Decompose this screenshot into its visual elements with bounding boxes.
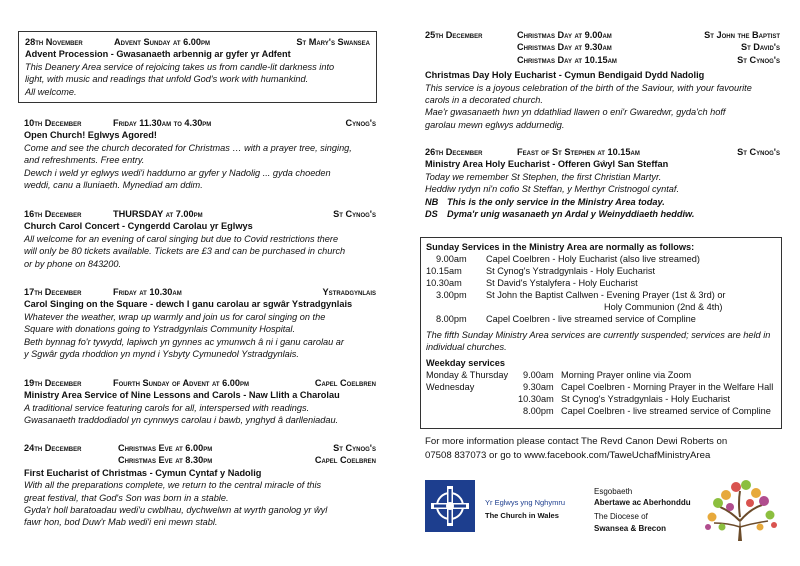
event-title: Advent Procession - Gwasanaeth arbennig ar gyfer yr Adfent [25,49,291,60]
contact-line: For more information please contact The Revd Canon Dewi Roberts on [425,436,728,447]
service-time: 8.00pm [436,314,467,324]
cw-english-name: The Church in Wales [485,511,559,520]
weekday-desc: Capel Coelbren - Morning Prayer in the Welfare Hall [561,382,774,392]
event-line: y Sgwâr gyda rhoddion yn mynd i Ysbyty Cymunedol Ystradgynlais. [24,349,299,360]
event-line: weddi, canu a lluniaeth. Mynediad am ddim. [24,180,203,191]
event-venue: Capel Coelbren [314,378,376,388]
event-date: 17th December [24,287,82,297]
event-time: THURSDAY at 7.00pm [113,209,203,219]
tree-icon [700,477,780,543]
event-venue: St Cynog's [737,54,780,65]
event-time: Feast of St Stephen at 10.15am [517,147,640,157]
service-desc: St Cynog's Ystradgynlais - Holy Eucharist [486,266,656,276]
event-carol-concert [24,208,376,270]
event-christmas-day [425,29,780,131]
event-date: 19th December [24,378,82,388]
service-time: 10.30am [426,278,462,288]
weekday-time: 8.00pm [523,406,554,416]
sunday-services-box [420,237,782,429]
event-line: Gyda'r holl baratoadau wedi'u cwblhau, dychwelwn at wyrth ganolog yr ŵyl [24,505,328,515]
weekday-day: Wednesday [426,382,475,392]
event-venue: St Cynog's [737,147,780,157]
event-line: Dewch i weld yr eglwys wedi'i haddurno ar gyfer y Nadolig ... gyda choeden [24,167,331,178]
event-venue: Capel Coelbren [314,455,376,466]
event-time: Advent Sunday at 6.00pm [114,37,210,47]
diocese-text [594,486,691,534]
event-line: fawr hon, bod Duw'r Mab wedi'i eni mewn stabl. [24,517,218,528]
event-first-eucharist [24,442,376,529]
ds-label: DS [425,209,438,219]
fifth-sunday-note: The fifth Sunday Ministry Area services are currently suspended; services are held in [426,330,771,340]
service-desc: St John the Baptist Callwen - Evening Prayer (1st & 3rd) or [486,290,726,300]
event-line: Whatever the weather, wrap up warmly and join us for carol singing on the [24,311,326,322]
diocese-english-label: The Diocese of [594,512,648,522]
event-venue: St Cynog's [333,443,376,453]
service-desc: Capel Coelbren - Holy Eucharist (also live streamed) [486,254,700,264]
event-line: Gwasanaeth traddodiadol yn cynnwys carolau i bawb, ynghyd â darlleniadau. [24,415,339,426]
event-title: Church Carol Concert - Cyngerdd Carolau yr Eglwys [24,221,253,232]
service-desc: Capel Coelbren - live streamed service of Compline [486,314,696,324]
weekday-desc: Morning Prayer online via Zoom [561,370,692,380]
event-time: Friday at 10.30am [113,287,182,297]
event-line: A traditional service featuring carols for all, interspersed with readings. [24,402,310,413]
event-line: Come and see the church decorated for Christmas … with a prayer tree, singing, [24,142,352,153]
diocese-welsh-label: Esgobaeth [594,487,633,496]
event-date: 28th November [25,37,83,47]
event-line: Heddiw rydyn ni'n cofio St Steffan, y Merthyr Cristnogol cyntaf. [425,184,680,195]
event-venue: Cynog's [345,118,376,128]
event-venue: St David's [740,42,780,53]
event-line: Mae'r gwasanaeth hwn yn ddathliad llawen o eni'r Gwaredwr, gyda'ch hoff [425,107,726,118]
event-venue: St Cynog's [333,209,376,219]
event-line: Square with donations going to Ystradgynlais Community Hospital. [24,324,296,335]
diocese-english-name: Swansea & Brecon [594,523,667,533]
event-title: Ministry Area Service of Nine Lessons and Carols - Naw Llith a Charolau [24,390,340,401]
weekday-time: 9.30am [523,382,554,392]
event-line: will only be 80 tickets available. Tickets are £3 and can be purchased in church [24,246,346,257]
event-st-stephen [425,146,780,220]
weekday-heading: Weekday services [426,358,506,368]
event-venue: Ystradgynlais [322,287,376,297]
event-advent-procession [18,31,377,103]
event-line: This Deanery Area service of rejoicing takes us from candle-lit darkness into [25,61,335,72]
event-line: Beth bynnag fo'r tywydd, lapiwch yn gynnes ac ymunwch â ni i ganu carolau ar [24,336,344,347]
diocese-welsh-name: Abertawe ac Aberhonddu [594,498,691,508]
weekday-time: 9.00am [523,370,554,380]
ds-text: Dyma'r unig wasanaeth yn Ardal y Weinyddiaeth heddiw. [447,209,695,219]
contact-line: 07508 837073 or go to www.facebook.com/TaweUchafMinistryArea [425,449,711,461]
event-title: Open Church! Eglwys Agored! [24,130,157,141]
sunday-heading: Sunday Services in the Ministry Area are normally as follows: [426,242,695,252]
event-line: All welcome. [25,86,77,97]
event-time: Christmas Day at 9.00am [517,30,612,40]
cw-welsh-name: Yr Eglwys yng Nghymru [485,498,566,507]
nb-text: This is the only service in the Ministry Area today. [447,196,665,207]
event-date: 24th December [24,443,82,453]
event-title: Carol Singing on the Square - dewch I ganu carolau ar sgwâr Ystradgynlais [24,299,353,310]
event-date: 26th December [425,147,483,157]
event-title: First Eucharist of Christmas - Cymun Cyntaf y Nadolig [24,467,262,478]
weekday-time: 10.30am [518,394,554,404]
event-time: Fourth Sunday of Advent at 6.00pm [113,378,250,388]
event-time: Christmas Eve at 6.00pm [118,443,213,453]
fifth-sunday-note: individual churches. [426,342,507,352]
service-time: 10.15am [426,266,462,276]
service-desc: Holy Communion (2nd & 4th) [604,302,723,312]
event-line: and refreshments. Free entry. [24,155,145,166]
event-line: All welcome for an evening of carol singing but due to Covid restrictions there [24,233,339,244]
event-venue: St John the Baptist [704,30,780,40]
event-time: Christmas Day at 9.30am [517,42,612,53]
event-date: 25th December [425,30,483,40]
event-line: light, with music and readings that unfold God's work with humankind. [25,74,309,85]
event-line: or by phone on 843200. [24,258,122,269]
event-nine-lessons [24,377,376,427]
event-title: Christmas Day Holy Eucharist - Cymun Bendigaid Dydd Nadolig [425,70,705,81]
celtic-cross-icon [425,480,475,532]
church-in-wales-logo [425,480,475,532]
event-date: 16th December [24,209,82,219]
nb-note [425,196,780,208]
contact-info [425,435,785,462]
service-desc: St David's Ystalyfera - Holy Eucharist [486,278,638,288]
event-time: Christmas Eve at 8.30pm [118,455,213,466]
event-line: great festival, that God's Son was born in a stable. [24,492,229,503]
event-line: With all the preparations complete, we return to the central miracle of this [24,480,322,491]
event-title: Ministry Area Holy Eucharist - Offeren Gŵyl San Steffan [425,159,669,170]
event-open-church [24,117,376,191]
diocese-tree-logo [700,477,780,543]
nb-label: NB [425,196,439,207]
weekday-day: Monday & Thursday [426,370,509,380]
event-date: 10th December [24,118,82,128]
service-time: 9.00am [436,254,467,264]
weekday-desc: St Cynog's Ystradgynlais - Holy Eucharist [561,394,731,404]
event-line: This service is a joyous celebration of the birth of the Saviour, with your favourite [425,82,752,93]
event-time: Christmas Day at 10.15am [517,54,617,65]
event-line: Today we remember St Stephen, the first Christian Martyr. [425,171,662,182]
service-time: 3.00pm [436,290,467,300]
church-in-wales-text [485,496,565,522]
ds-note [425,208,780,220]
weekday-desc: Capel Coelbren - live streamed service of Compline [561,406,771,416]
event-carol-singing [24,286,376,360]
event-line: garolau mewn eglwys addurnedig. [425,119,565,130]
event-venue: St Mary's Swansea [296,37,370,47]
event-line: carols in a decorated church. [425,94,543,105]
event-time: Friday 11.30am to 4.30pm [113,118,212,128]
